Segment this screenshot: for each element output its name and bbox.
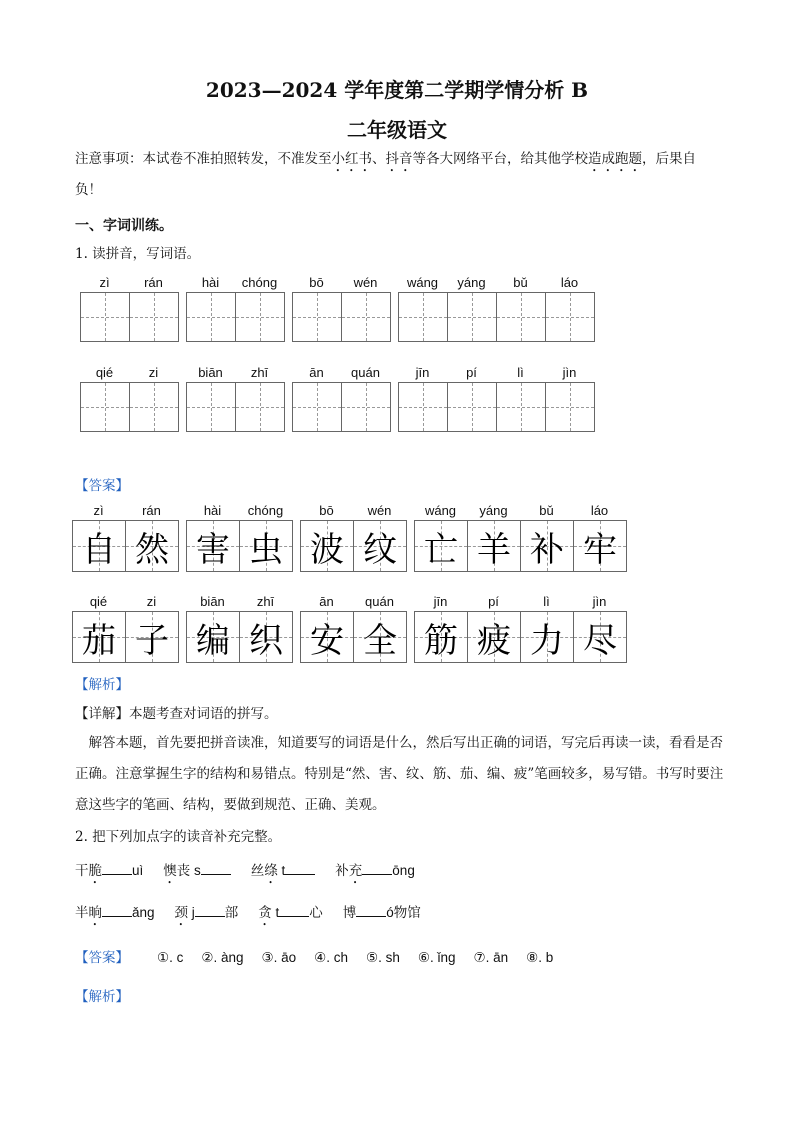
answer-cell [353, 611, 407, 663]
writing-cell[interactable] [80, 382, 130, 432]
section-heading: 一、字词训练。 [75, 218, 173, 234]
answer-character: 自 [82, 529, 116, 570]
writing-cell[interactable] [341, 382, 391, 432]
answer-character: 纹 [363, 529, 397, 570]
writing-cell[interactable] [341, 292, 391, 342]
pinyin-label: pí [466, 365, 477, 380]
pinyin-label: jīn [433, 594, 448, 609]
pinyin-label: hài [201, 275, 220, 290]
q2-answer-item: ⑥. ǐng [417, 950, 456, 965]
fill-blank[interactable] [102, 904, 132, 917]
fill-blank[interactable] [362, 862, 392, 875]
writing-cell[interactable] [235, 292, 285, 342]
q2-hint: t [271, 905, 280, 920]
answer-cell [300, 520, 354, 572]
blank-grid-group [186, 292, 285, 342]
answer-cell [414, 520, 468, 572]
detail-tag: 【详解】 [75, 706, 129, 722]
pinyin-label: wén [367, 503, 392, 518]
blank-grid-group [398, 382, 595, 432]
q2-dotted-char: 绦 [264, 863, 278, 879]
writing-cell[interactable] [292, 292, 342, 342]
detail-text: 本题考查对词语的拼写。 [129, 706, 278, 722]
q2-answer-item: ②. àng [201, 950, 244, 965]
answer-grid-group [186, 611, 293, 663]
q2-suffix: ōng [392, 863, 415, 878]
answer-grid-group [414, 520, 627, 572]
answer-cell [239, 611, 293, 663]
blank-grid-group [292, 292, 391, 342]
answer-cell [125, 520, 179, 572]
fill-blank[interactable] [285, 862, 315, 875]
fill-blank[interactable] [201, 862, 231, 875]
q2-item [175, 905, 239, 921]
answer-character: 子 [135, 620, 169, 661]
writing-cell[interactable] [292, 382, 342, 432]
pinyin-label: biān [198, 365, 223, 380]
notice-text-4: ，后果自 [642, 151, 696, 167]
answer-cell [239, 520, 293, 572]
writing-cell[interactable] [496, 292, 546, 342]
notice-text-1: 注意事项：本试卷不准拍照转发，不准发至 [75, 151, 332, 167]
answer-cell [573, 520, 627, 572]
page-subtitle: 二年级语文 [347, 118, 447, 142]
pinyin-label: wén [353, 275, 378, 290]
writing-cell[interactable] [186, 382, 236, 432]
writing-cell[interactable] [129, 382, 179, 432]
pinyin-label: chóng [247, 503, 284, 518]
writing-cell[interactable] [545, 292, 595, 342]
fill-blank[interactable] [279, 904, 309, 917]
answer-cell [353, 520, 407, 572]
q2-hint: t [277, 863, 286, 878]
answer-character: 然 [135, 529, 169, 570]
pinyin-label: bō [309, 275, 324, 290]
pinyin-label: zì [99, 275, 110, 290]
pinyin-label: bǔ [513, 275, 528, 290]
q2-answer-item: ⑦. ān [473, 950, 509, 965]
pinyin-label: qié [95, 365, 114, 380]
answer-character: 亡 [424, 529, 458, 570]
question-2: 2. 把下列加点字的读音补充完整。 [75, 829, 282, 845]
pinyin-label: jìn [592, 594, 607, 609]
explanation-paragraph: 解答本题，首先要把拼音读准，知道要写的词语是什么，然后写出正确的词语，写完后再读一读，看看是否正确。注意掌握生字的结构和易错点。特别是“然、害、纹、筋、茄、编、疲”笔画较多，易写错。书写时要注意这些字的笔画、结构，要做到规范、正确、美观。 [75, 735, 724, 813]
pinyin-label: zhī [256, 594, 275, 609]
q2-item [258, 905, 323, 921]
writing-cell[interactable] [496, 382, 546, 432]
q2-dotted-char: 脆 [88, 863, 102, 879]
pinyin-label: hài [203, 503, 222, 518]
answer-character: 安 [310, 620, 344, 661]
pinyin-label: jìn [562, 365, 577, 380]
q2-item [251, 863, 316, 879]
answer-cell [186, 611, 240, 663]
pinyin-label: quán [365, 594, 394, 609]
answer-character: 牢 [583, 529, 617, 570]
q2-item [75, 863, 143, 879]
pinyin-label: lì [543, 594, 550, 609]
answer-cell [300, 611, 354, 663]
answer-tag-1: 【答案】 [75, 478, 129, 494]
q2-answer-item: ⑤. sh [366, 950, 400, 965]
answer-cell [125, 611, 179, 663]
answer-cell [467, 520, 521, 572]
q2-suffix: ó物馆 [386, 905, 421, 920]
q2-item [163, 863, 231, 879]
pinyin-label: ān [309, 365, 324, 380]
q2-answer-item: ①. c [157, 950, 184, 965]
q2-char: 半 [75, 905, 89, 921]
answer-cell [72, 611, 126, 663]
analysis-tag-1: 【解析】 [75, 677, 129, 693]
pinyin-label: pí [488, 594, 499, 609]
answer-character: 全 [363, 620, 397, 661]
notice-emph-2: 抖音 [385, 151, 413, 167]
q2-char: 干 [75, 863, 89, 879]
q2-row-2 [75, 904, 441, 929]
answer-cell [414, 611, 468, 663]
pinyin-label: bō [319, 503, 334, 518]
notice-line-2: 负！ [75, 182, 102, 198]
answer-tag-2: 【答案】 [75, 950, 129, 966]
q2-dotted-char: 贪 [258, 905, 272, 921]
answer-character: 虫 [249, 529, 283, 570]
pinyin-label: ān [319, 594, 334, 609]
pinyin-label: rán [144, 275, 163, 290]
pinyin-label: quán [351, 365, 380, 380]
pinyin-label: zi [146, 594, 157, 609]
writing-cell[interactable] [186, 292, 236, 342]
q2-suffix: 心 [309, 905, 323, 920]
writing-cell[interactable] [129, 292, 179, 342]
q2-dotted-char: 懊 [163, 863, 177, 879]
answer-character: 织 [249, 620, 283, 661]
answer-grid-group [300, 520, 407, 572]
answer-cell [520, 520, 574, 572]
fill-blank[interactable] [195, 904, 225, 917]
q2-dotted-char: 颈 [174, 905, 189, 921]
pinyin-label: rán [142, 503, 161, 518]
q2-char: 丝 [250, 863, 265, 879]
answer-character: 波 [310, 529, 344, 570]
writing-cell[interactable] [398, 382, 448, 432]
writing-cell[interactable] [447, 382, 497, 432]
fill-blank[interactable] [356, 904, 386, 917]
fill-blank[interactable] [102, 862, 132, 875]
pinyin-label: zì [93, 503, 104, 518]
q2-item [343, 905, 421, 921]
blank-grid-group [80, 292, 179, 342]
q2-answer-item: ⑧. b [526, 950, 554, 965]
notice-emph-1: 小红书 [331, 151, 372, 167]
pinyin-label: chóng [241, 275, 278, 290]
q2-hint: j [188, 905, 195, 920]
notice-emph-3: 造成跑题 [588, 151, 642, 167]
answer-character: 疲 [477, 620, 511, 661]
writing-cell[interactable] [235, 382, 285, 432]
answer-character: 力 [530, 620, 564, 661]
writing-cell[interactable] [80, 292, 130, 342]
notice-text-3: 等各大网络平台，给其他学校 [412, 151, 588, 167]
pinyin-label: zi [148, 365, 159, 380]
pinyin-label: yáng [479, 503, 508, 518]
answer-grid-group [414, 611, 627, 663]
pinyin-label: wáng [424, 503, 457, 518]
pinyin-label: láo [560, 275, 579, 290]
q2-suffix: ǎng [132, 905, 155, 920]
pinyin-label: biān [200, 594, 225, 609]
blank-grid-group [398, 292, 595, 342]
detail-line [75, 705, 278, 723]
answer-cell [573, 611, 627, 663]
blank-grid-group [80, 382, 179, 432]
writing-cell[interactable] [447, 292, 497, 342]
pinyin-label: zhī [250, 365, 269, 380]
q2-char: 补 [335, 863, 349, 879]
answer-cell [467, 611, 521, 663]
answer-grid-group [72, 520, 179, 572]
page-title: 2023—2024 学年度第二学期学情分析 B [205, 78, 589, 102]
q2-dotted-char: 充 [348, 863, 363, 879]
q2-char: 博 [342, 905, 357, 921]
answer-cell [72, 520, 126, 572]
answer-character: 茄 [82, 620, 116, 661]
q2-row-1 [75, 862, 435, 887]
answer-grid-group [186, 520, 293, 572]
answer-character: 羊 [477, 529, 511, 570]
question-1: 1. 读拼音，写词语。 [75, 246, 201, 262]
blank-grid-group [292, 382, 391, 432]
answer-character: 筋 [424, 620, 458, 661]
notice-text-2: 、 [372, 151, 386, 167]
pinyin-label: lì [517, 365, 524, 380]
q2-item [75, 905, 155, 921]
answer-character: 害 [196, 529, 230, 570]
pinyin-label: wáng [406, 275, 439, 290]
answer-grid-group [300, 611, 407, 663]
q2-answer-item: ④. ch [314, 950, 348, 965]
analysis-tag-2: 【解析】 [75, 989, 129, 1005]
blank-grid-group [186, 382, 285, 432]
pinyin-label: jīn [415, 365, 430, 380]
q2-answer-item: ③. āo [261, 950, 297, 965]
pinyin-label: bǔ [539, 503, 554, 518]
answer-grid-group [72, 611, 179, 663]
pinyin-label: yáng [457, 275, 486, 290]
q2-suffix: uì [132, 863, 144, 878]
notice [75, 150, 696, 175]
writing-cell[interactable] [398, 292, 448, 342]
pinyin-label: láo [590, 503, 609, 518]
writing-cell[interactable] [545, 382, 595, 432]
answer-character: 补 [530, 529, 564, 570]
q2-answer-line [75, 949, 571, 967]
q2-dotted-char: 晌 [88, 905, 102, 921]
answer-cell [186, 520, 240, 572]
q2-suffix: 部 [224, 905, 239, 920]
answer-character: 编 [196, 620, 230, 661]
q2-item [335, 863, 415, 879]
pinyin-label: qié [89, 594, 108, 609]
q2-hint: 丧 s [176, 863, 201, 878]
answer-cell [520, 611, 574, 663]
answer-character: 尽 [583, 620, 617, 661]
